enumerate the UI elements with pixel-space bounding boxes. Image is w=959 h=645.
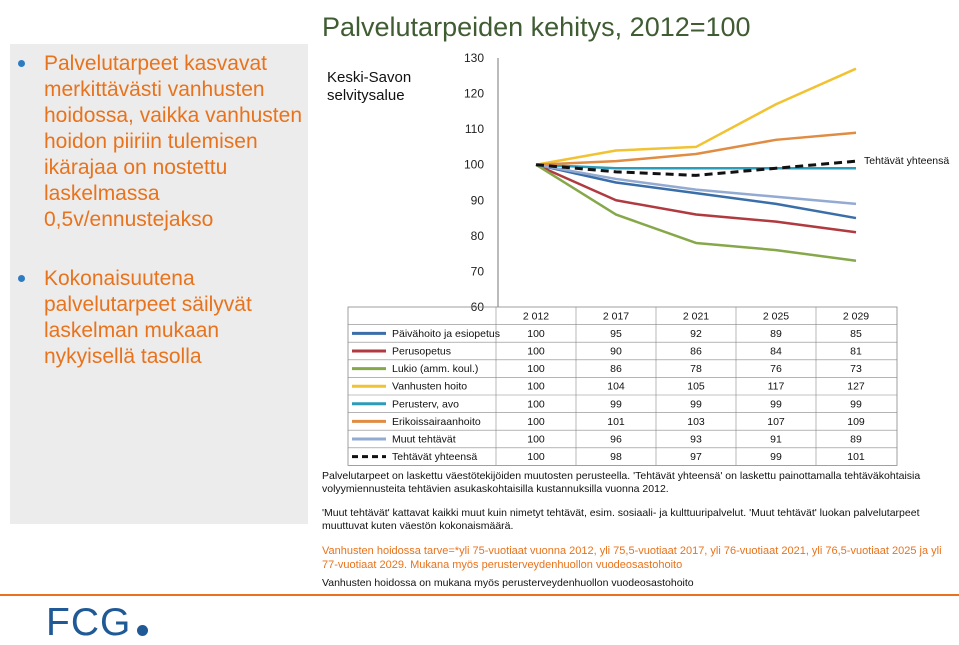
table-value-cell: 85 [850,327,862,340]
y-tick-label: 80 [470,228,484,243]
y-tick-label: 70 [470,264,484,279]
y-tick-label: 110 [464,122,484,137]
table-value-cell: 105 [687,380,705,393]
bullet-item [18,51,308,233]
table-value-cell: 91 [770,433,782,446]
table-value-cell: 100 [527,327,545,340]
y-tick-label: 120 [463,86,484,101]
table-value-cell: 73 [850,363,862,376]
table-value-cell: 100 [527,451,545,464]
table-value-cell: 109 [847,415,865,428]
table-value-cell: 103 [687,415,705,428]
table-value-cell: 92 [690,327,702,340]
bullet-item [18,266,308,370]
table-header-cell: 2 017 [602,310,630,323]
legend-entry: Tehtävät yhteensä [392,451,478,464]
series-line [536,165,856,169]
table-value-cell: 81 [850,345,862,358]
table-value-cell: 101 [607,415,625,428]
legend-entry: Vanhusten hoito [392,380,468,393]
area-label: Keski-Savon selvitysalue [327,69,412,104]
table-value-cell: 86 [690,345,702,358]
legend-entry: Päivähoito ja esiopetus [392,327,500,340]
footer-divider [0,594,959,596]
bullet-text: Palvelutarpeet kasvavat merkittävästi vanhusten hoidossa, vaikka vanhusten hoidon piiriin tulemisen ikärajaa on nostettu laskelmassa 0,5v/ennustejakso [44,52,302,231]
table-value-cell: 84 [770,345,782,358]
table-value-cell: 99 [690,398,702,411]
chart-note-highlight: Vanhusten hoidossa tarve=*yli 75-vuotiaat vuonna 2012, yli 75,5-vuotiaat 2017, yli 76-vuotiaat 2021, yli 76,5-vuotiaat 2025 ja yli 77-vuotiaat 2029. Mukana myös perusterveydenhuollon vuodeosastohoito [322,545,942,571]
table-header-cell: 2 012 [522,310,550,323]
series-line [536,133,856,165]
table-value-cell: 99 [850,398,862,411]
table-value-cell: 100 [527,363,545,376]
y-tick-label: 60 [470,300,484,314]
left-text-panel [10,44,308,524]
table-header-cell: 2 029 [842,310,870,323]
chart-note: Vanhusten hoidossa on mukana myös perusterveydenhuollon vuodeosastohoito [322,577,694,589]
y-tick-label: 100 [463,157,484,172]
legend-entry: Perusterv, avo [392,398,459,411]
fcg-logo [46,603,148,643]
table-value-cell: 101 [847,451,865,464]
legend-entry: Perusopetus [392,345,451,358]
table-header-cell: 2 021 [682,310,710,323]
table-value-cell: 117 [767,380,785,393]
table-value-cell: 76 [770,363,782,376]
table-value-cell: 99 [770,398,782,411]
table-value-cell: 127 [847,380,865,393]
table-value-cell: 98 [610,451,622,464]
table-value-cell: 97 [690,451,702,464]
series-line [536,69,856,165]
series-direct-label: Tehtävät yhteensä [864,155,950,168]
table-value-cell: 100 [527,380,545,393]
table-value-cell: 89 [850,433,862,446]
table-value-cell: 100 [527,415,545,428]
bullet-text: Kokonaisuutena palvelutarpeet säilyvät laskelman mukaan nykyisellä tasolla [44,267,252,368]
table-value-cell: 100 [527,433,545,446]
table-value-cell: 86 [610,363,622,376]
chart-title: Palvelutarpeiden kehitys, 2012=100 [322,12,751,42]
table-value-cell: 99 [770,451,782,464]
table-value-cell: 90 [610,345,622,358]
table-value-cell: 95 [610,327,622,340]
y-tick-label: 130 [463,51,484,65]
bullet-dot-icon [18,275,25,282]
table-value-cell: 100 [527,398,545,411]
series-line [536,165,856,204]
table-value-cell: 100 [527,345,545,358]
table-value-cell: 104 [607,380,625,393]
table-value-cell: 99 [610,398,622,411]
table-value-cell: 107 [767,415,785,428]
chart-panel [316,49,959,594]
table-value-cell: 93 [690,433,702,446]
bullet-dot-icon [18,60,25,67]
legend-entry: Erikoissairaanhoito [392,415,481,428]
series-line [536,165,856,261]
legend-entry: Lukio (amm. koul.) [392,363,479,376]
table-value-cell: 96 [610,433,622,446]
line-chart [316,49,959,469]
logo-dot-icon [137,625,148,636]
table-header-cell: 2 025 [762,310,790,323]
chart-note: Palvelutarpeet on laskettu väestötekijöiden muutosten perusteella. 'Tehtävät yhteensä' on laskettu painottamalla tehtäväkohtaisia volyymiennusteita tehtävien asukaskohtaisilla kustannuksilla vuonna 2012. [322,470,921,495]
y-tick-label: 90 [470,193,484,208]
table-value-cell: 78 [690,363,702,376]
chart-note: 'Muut tehtävät' kattavat kaikki muut kuin nimetyt tehtävät, esim. sosiaali- ja kulttuuripalvelut. 'Muut tehtävät' luokan palvelutarpeet muuttuvat kuten väestön kokonaismäärä. [322,507,920,532]
table-value-cell: 89 [770,327,782,340]
logo-text: FCG [46,601,132,644]
legend-entry: Muut tehtävät [392,433,456,446]
